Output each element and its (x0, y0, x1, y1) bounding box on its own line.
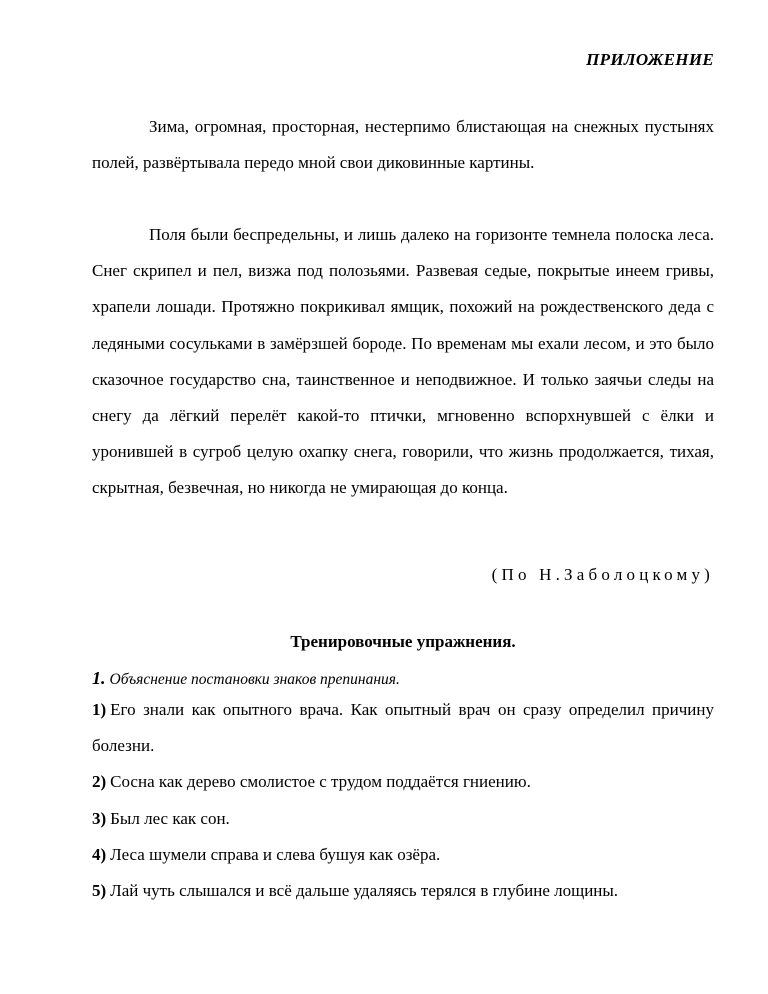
item-number: 2) (92, 772, 107, 792)
item-text: Лай чуть слышался и всё дальше удаляясь терялся в глубине лощины. (110, 881, 619, 901)
appendix-heading: ПРИЛОЖЕНИЕ (586, 50, 714, 69)
task-heading (92, 668, 400, 689)
item-text: Сосна как дерево смолистое с трудом поддаётся гниению. (110, 772, 531, 792)
exercises-title: Тренировочные упражнения. (290, 632, 516, 651)
exercise-item (92, 801, 714, 837)
item-number: 4) (92, 844, 107, 864)
task-number: 1. (92, 668, 106, 688)
attribution: (По Н.Заболоцкому) (491, 565, 714, 584)
exercise-item (92, 692, 714, 764)
item-number: 5) (92, 881, 107, 901)
task-text: Объяснение постановки знаков препинания. (109, 671, 400, 688)
exercise-item (92, 837, 714, 873)
item-number: 1) (92, 700, 107, 719)
paragraph-2: Поля были беспредельны, и лишь далеко на горизонте темнела полоска леса. Снег скрипел и пел, визжа под полозьями. Развевая седые, покрытые инеем гривы, храпели лошади. Протяжно покрикивал ямщик, похожий на рождественского деда с ледяными сосульками в замёрзшей бороде. По временам мы ехали лесом, и это было сказочное государство сна, таинственное и неподвижное. И только заячьи следы на снегу да лёгкий перелёт какой-то птички, мгновенно вспорхнувшей с ёлки и уронившей в сугроб целую охапку снега, говорили, что жизнь продолжается, тихая, скрытная, безвечная, но никогда не умирающая до конца. (92, 225, 714, 498)
item-text: Леса шумели справа и слева бушуя как озёра. (110, 844, 441, 864)
item-text: Его знали как опытного врача. Как опытный врач он сразу определил причину болезни. (92, 700, 714, 756)
exercise-item (92, 764, 714, 800)
item-text: Был лес как сон. (110, 808, 230, 828)
exercise-list (92, 692, 714, 909)
exercise-item (92, 873, 714, 909)
item-number: 3) (92, 808, 107, 828)
paragraph-1: Зима, огромная, просторная, нестерпимо блистающая на снежных пустынях полей, развёртывала передо мной свои диковинные картины. (92, 117, 714, 173)
